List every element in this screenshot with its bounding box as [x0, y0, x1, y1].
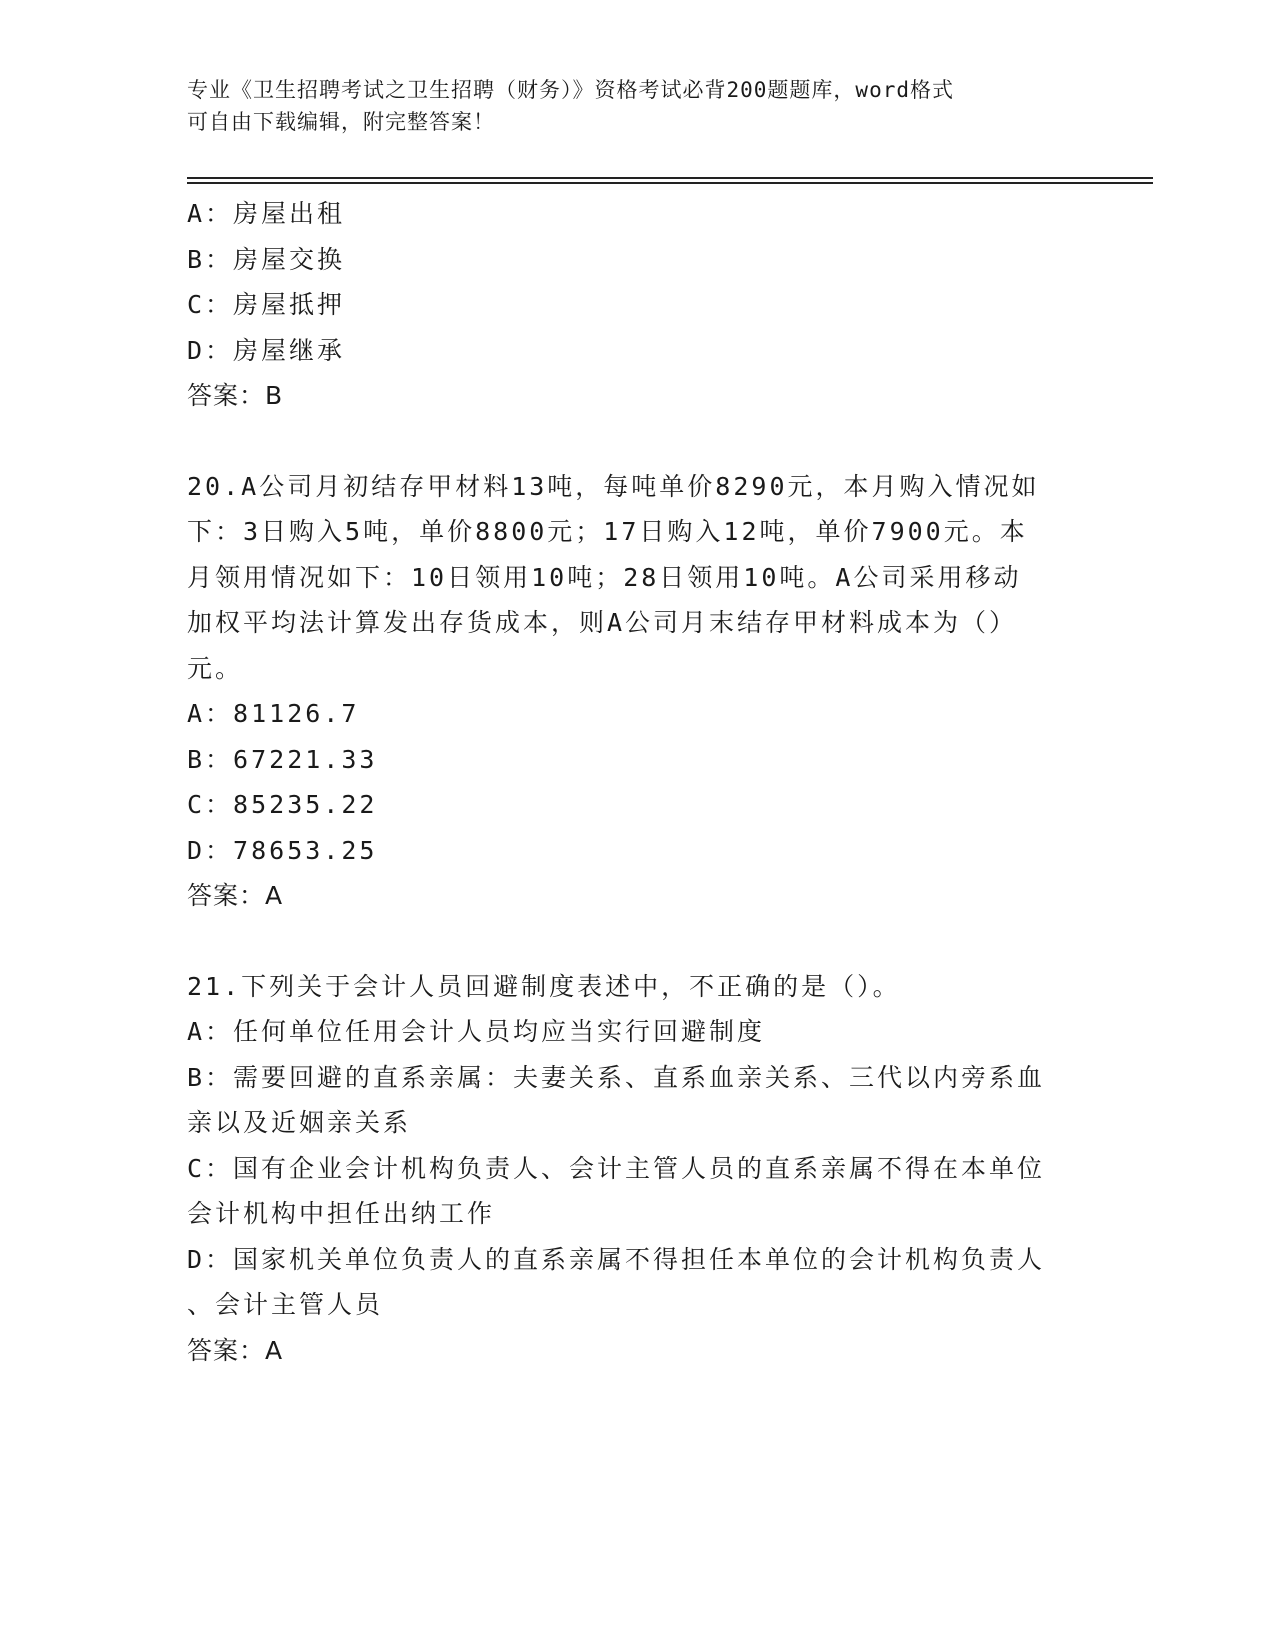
question-stem-line: 加权平均法计算发出存货成本，则A公司月末结存甲材料成本为（）	[187, 608, 1018, 637]
question-stem-line: 元。	[187, 653, 244, 683]
header-divider-top	[187, 177, 1153, 179]
header-divider-bottom	[187, 182, 1153, 184]
option-c: C：国有企业会计机构负责人、会计主管人员的直系亲属不得在本单位	[187, 1153, 1046, 1183]
answer-line: 答案：A	[187, 1335, 284, 1365]
option-d: D：国家机关单位负责人的直系亲属不得担任本单位的会计机构负责人	[187, 1244, 1046, 1274]
option-d-continued: 、会计主管人员	[187, 1290, 384, 1319]
question-stem-line: 21.下列关于会计人员回避制度表述中，不正确的是（）。	[187, 971, 901, 1001]
question-19	[187, 191, 1087, 419]
question-stem-line: 下：3日购入5吨，单价8800元；17日购入12吨，单价7900元。本	[187, 517, 1028, 546]
spacer	[187, 419, 1087, 464]
option-a: A：81126.7	[187, 699, 360, 728]
header-line-1: 专业《卫生招聘考试之卫生招聘（财务）》资格考试必背200题题库，word格式	[187, 78, 954, 102]
answer-line: 答案：B	[187, 381, 284, 410]
question-stem-line: 月领用情况如下：10日领用10吨；28日领用10吨。A公司采用移动	[187, 562, 1022, 592]
question-stem-line: 20.A公司月初结存甲材料13吨，每吨单价8290元，本月购入情况如	[187, 471, 1040, 501]
option-c: C：85235.22	[187, 790, 378, 819]
header-line-2: 可自由下载编辑，附完整答案！	[187, 110, 495, 134]
option-b-continued: 亲以及近姻亲关系	[187, 1108, 412, 1137]
option-a: A：房屋出租	[187, 199, 346, 228]
option-b: B：需要回避的直系亲属：夫妻关系、直系血亲关系、三代以内旁系血	[187, 1062, 1046, 1092]
option-c: C：房屋抵押	[187, 290, 346, 319]
answer-line: 答案：A	[187, 881, 284, 910]
option-d: D：房屋继承	[187, 335, 346, 365]
spacer	[187, 919, 1087, 964]
option-a: A：任何单位任用会计人员均应当实行回避制度	[187, 1017, 766, 1046]
option-b: B：67221.33	[187, 744, 378, 774]
option-b: B：房屋交换	[187, 244, 346, 274]
document-header	[187, 74, 1087, 138]
document-body	[187, 191, 1087, 1373]
option-c-continued: 会计机构中担任出纳工作	[187, 1199, 496, 1228]
question-20	[187, 464, 1087, 919]
question-21	[187, 964, 1087, 1374]
option-d: D：78653.25	[187, 835, 378, 865]
